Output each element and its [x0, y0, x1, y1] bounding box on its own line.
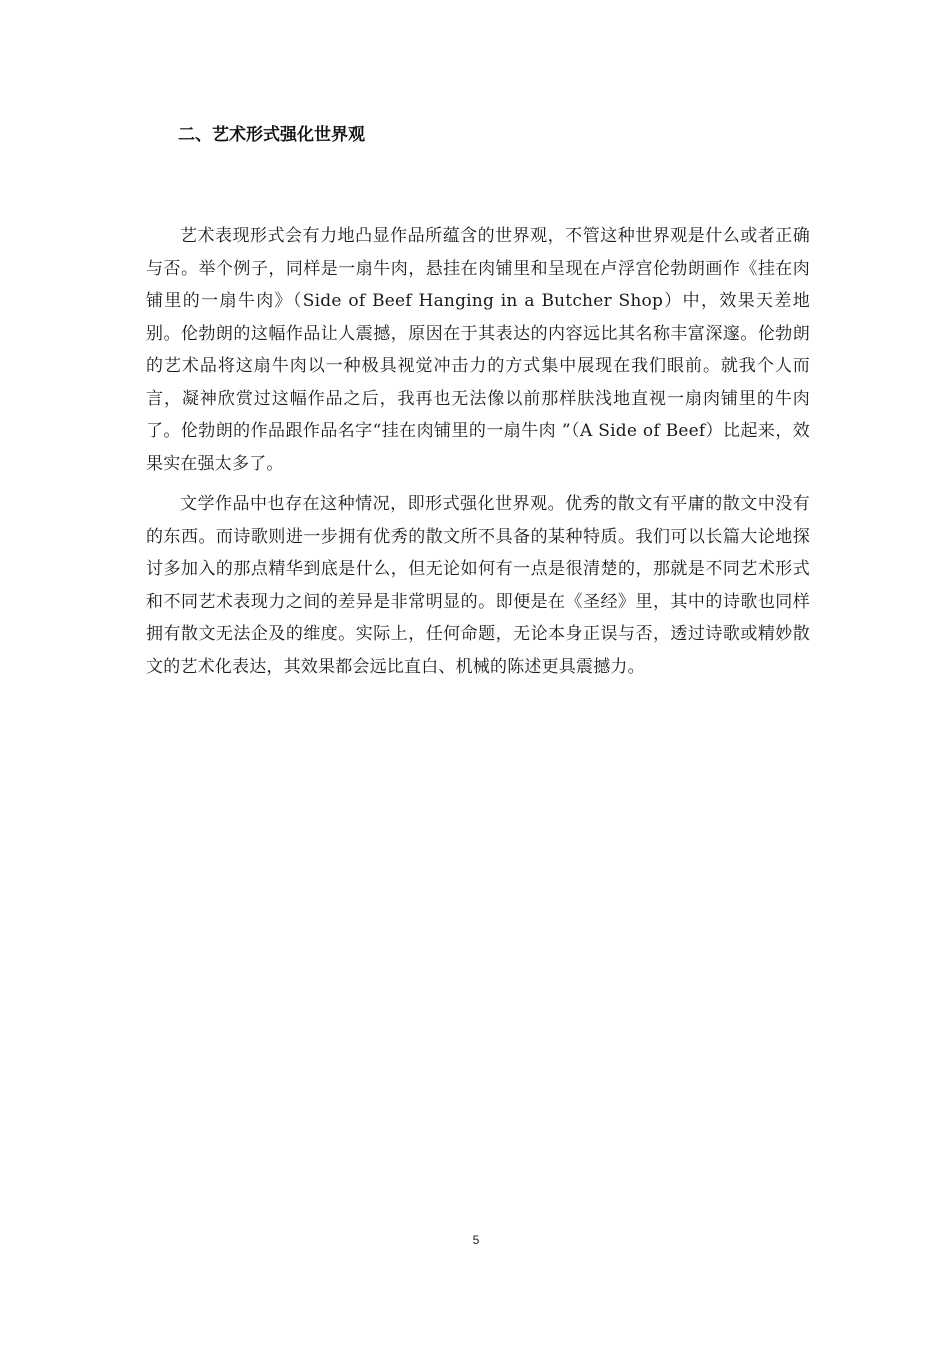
paragraph-2: 文学作品中也存在这种情况，即形式强化世界观。优秀的散文有平庸的散文中没有的东西。而诗歌则进一步拥有优秀的散文所不具备的某种特质。我们可以长篇大论地探讨多加入的那点精华到底是什么，但无论如何有一点是很清楚的，那就是不同艺术形式和不同艺术表现力之间的差异是非常明显的。即便是在《圣经》里，其中的诗歌也同样拥有散文无法企及的维度。实际上，任何命题，无论本身正误与否，透过诗歌或精妙散文的艺术化表达，其效果都会远比直白、机械的陈述更具震撼力。	[146, 494, 810, 677]
paragraph-1: 艺术表现形式会有力地凸显作品所蕴含的世界观，不管这种世界观是什么或者正确与否。举个例子，同样是一扇牛肉，悬挂在肉铺里和呈现在卢浮宫伦勃朗画作《挂在肉铺里的一扇牛肉》（Side of Beef Hanging in a Butcher Shop）中，效果天差地别。伦勃朗的这幅作品让人震撼，原因在于其表达的内容远比其名称丰富深邃。伦勃朗的艺术品将这扇牛肉以一种极具视觉冲击力的方式集中展现在我们眼前。就我个人而言，凝神欣赏过这幅作品之后，我再也无法像以前那样肤浅地直视一扇肉铺里的牛肉了。伦勃朗的作品跟作品名字“挂在肉铺里的一扇牛肉 ”（A Side of Beef）比起来，效果实在强太多了。	[146, 226, 810, 474]
page-number: 5	[472, 1233, 480, 1247]
section-heading: 二、艺术形式强化世界观	[178, 125, 365, 145]
body-text	[146, 220, 810, 691]
